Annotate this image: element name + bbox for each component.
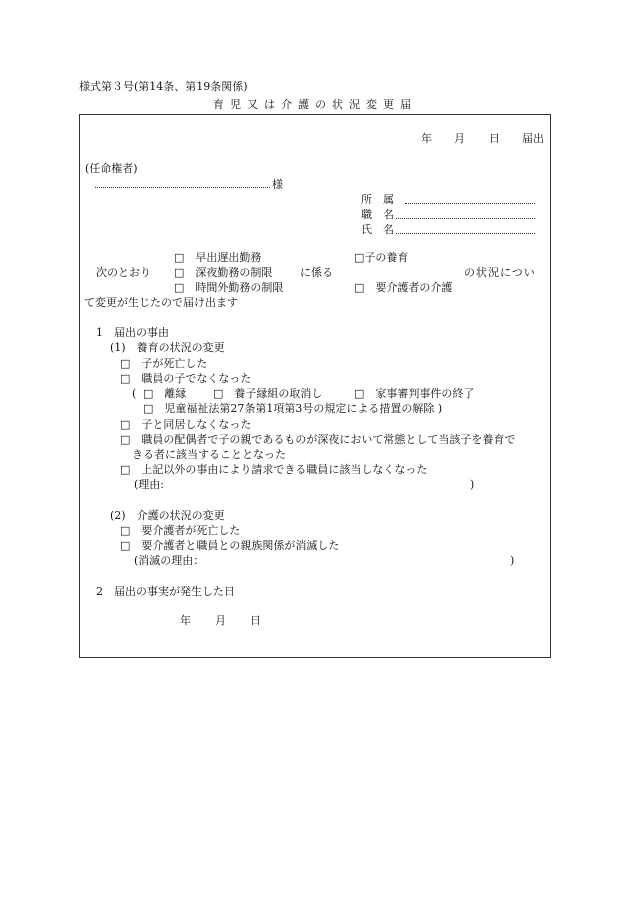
opt-family-court-label: 家事審判事件の終了 (375, 387, 475, 400)
statement-opt-night-label: 深夜勤務の制限 (195, 266, 273, 279)
statement-opt-carer[interactable] (354, 281, 452, 294)
dept-label: 所 属 (361, 193, 394, 206)
checkbox-icon[interactable]: □ (213, 387, 224, 400)
form-title: 育児又は介護の状況変更届 (213, 98, 417, 111)
date-month: 月 (454, 132, 465, 145)
checkbox-icon[interactable]: □ (120, 357, 131, 370)
extinction-reason-label: (消滅の理由： (134, 554, 205, 567)
addressee-honorific: 様 (272, 178, 283, 191)
addressee-field[interactable] (95, 187, 270, 188)
opt-relation-ended[interactable] (120, 539, 339, 552)
dept-field[interactable] (405, 203, 535, 204)
checkbox-icon[interactable]: □ (143, 402, 154, 415)
checkbox-icon[interactable]: □ (174, 266, 185, 279)
occurrence-month: 月 (215, 614, 226, 627)
sub1-heading: (1) 養育の状況の変更 (110, 341, 225, 354)
checkbox-icon[interactable]: □ (120, 524, 131, 537)
job-title-field[interactable] (396, 218, 535, 219)
date-day: 日 (489, 132, 500, 145)
opt-spouse-line2: きる者に該当することとなった (132, 448, 286, 461)
section1-heading: 1 届出の事由 (96, 326, 169, 339)
statement-opt-carer-label: 要介護者の介護 (375, 281, 453, 294)
statement-opt-night[interactable] (174, 266, 272, 279)
opt-other-label: 上記以外の事由により請求できる職員に該当しなくなった (141, 463, 428, 476)
occurrence-day: 日 (250, 614, 261, 627)
name-field[interactable] (396, 233, 535, 234)
occurrence-year: 年 (180, 614, 191, 627)
statement-opt-early-late-label: 早出遅出勤務 (195, 251, 262, 264)
checkbox-icon[interactable]: □ (120, 372, 131, 385)
job-title-label: 職 名 (361, 208, 394, 221)
reason-close: ) (470, 478, 475, 491)
sub2-heading: (2) 介護の状況の変更 (110, 509, 225, 522)
opt-relation-ended-label: 要介護者と職員との親族関係が消滅した (141, 539, 340, 552)
statement-situation: の状況につい (464, 266, 536, 279)
opt-carer-died[interactable] (120, 524, 240, 537)
opt-child-died[interactable] (120, 357, 207, 370)
checkbox-icon[interactable]: □ (354, 387, 365, 400)
addressee-label: (任命権者) (85, 162, 138, 175)
opt-child-welfare-label: 児童福祉法第27条第1項第3号の規定による措置の解除 ) (164, 402, 443, 415)
checkbox-icon[interactable]: □ (174, 281, 185, 294)
opt-carer-died-label: 要介護者が死亡した (141, 524, 241, 537)
open-paren: ( (132, 387, 137, 400)
checkbox-icon[interactable]: □ (120, 539, 131, 552)
opt-not-cohabiting-label: 子と同居しなくなった (141, 418, 252, 431)
checkbox-icon[interactable]: □ (120, 463, 131, 476)
opt-not-child[interactable] (120, 372, 251, 385)
checkbox-icon[interactable]: □ (354, 251, 365, 264)
statement-lead: 次のとおり (96, 266, 151, 279)
opt-divorce[interactable] (143, 387, 186, 400)
statement-related: に係る (300, 266, 333, 279)
statement-opt-overtime[interactable] (174, 281, 283, 294)
opt-adoption-cancel-label: 養子縁組の取消し (234, 387, 323, 400)
checkbox-icon[interactable]: □ (174, 251, 185, 264)
checkbox-icon[interactable]: □ (120, 433, 131, 446)
opt-not-cohabiting[interactable] (120, 418, 251, 431)
opt-adoption-cancel[interactable] (213, 387, 322, 400)
opt-child-died-label: 子が死亡した (141, 357, 208, 370)
form-number: 様式第３号(第14条、第19条関係) (79, 80, 248, 93)
opt-other[interactable] (120, 463, 427, 476)
opt-not-child-label: 職員の子でなくなった (141, 372, 252, 385)
opt-family-court[interactable] (354, 387, 474, 400)
checkbox-icon[interactable]: □ (143, 387, 154, 400)
statement-opt-overtime-label: 時間外勤務の制限 (195, 281, 284, 294)
name-label: 氏 名 (361, 223, 394, 236)
opt-child-welfare[interactable] (143, 402, 442, 415)
extinction-reason-close: ) (510, 554, 515, 567)
opt-spouse-label: 職員の配偶者で子の親であるものが深夜において常態として当該子を養育で (141, 433, 516, 446)
statement-opt-childcare-label: 子の養育 (364, 251, 409, 264)
statement-opt-early-late[interactable] (174, 251, 261, 264)
reason-label: (理由: (134, 478, 164, 491)
section2-heading: 2 届出の事実が発生した日 (96, 585, 235, 598)
checkbox-icon[interactable]: □ (120, 418, 131, 431)
date-year: 年 (421, 132, 432, 145)
checkbox-icon[interactable]: □ (354, 281, 365, 294)
statement-opt-childcare[interactable] (354, 251, 408, 264)
opt-spouse[interactable] (120, 433, 515, 446)
form-box (79, 114, 551, 658)
opt-divorce-label: 離縁 (164, 387, 187, 400)
date-suffix: 届出 (522, 132, 544, 145)
statement-continuation: て変更が生じたので届け出ます (84, 296, 238, 309)
